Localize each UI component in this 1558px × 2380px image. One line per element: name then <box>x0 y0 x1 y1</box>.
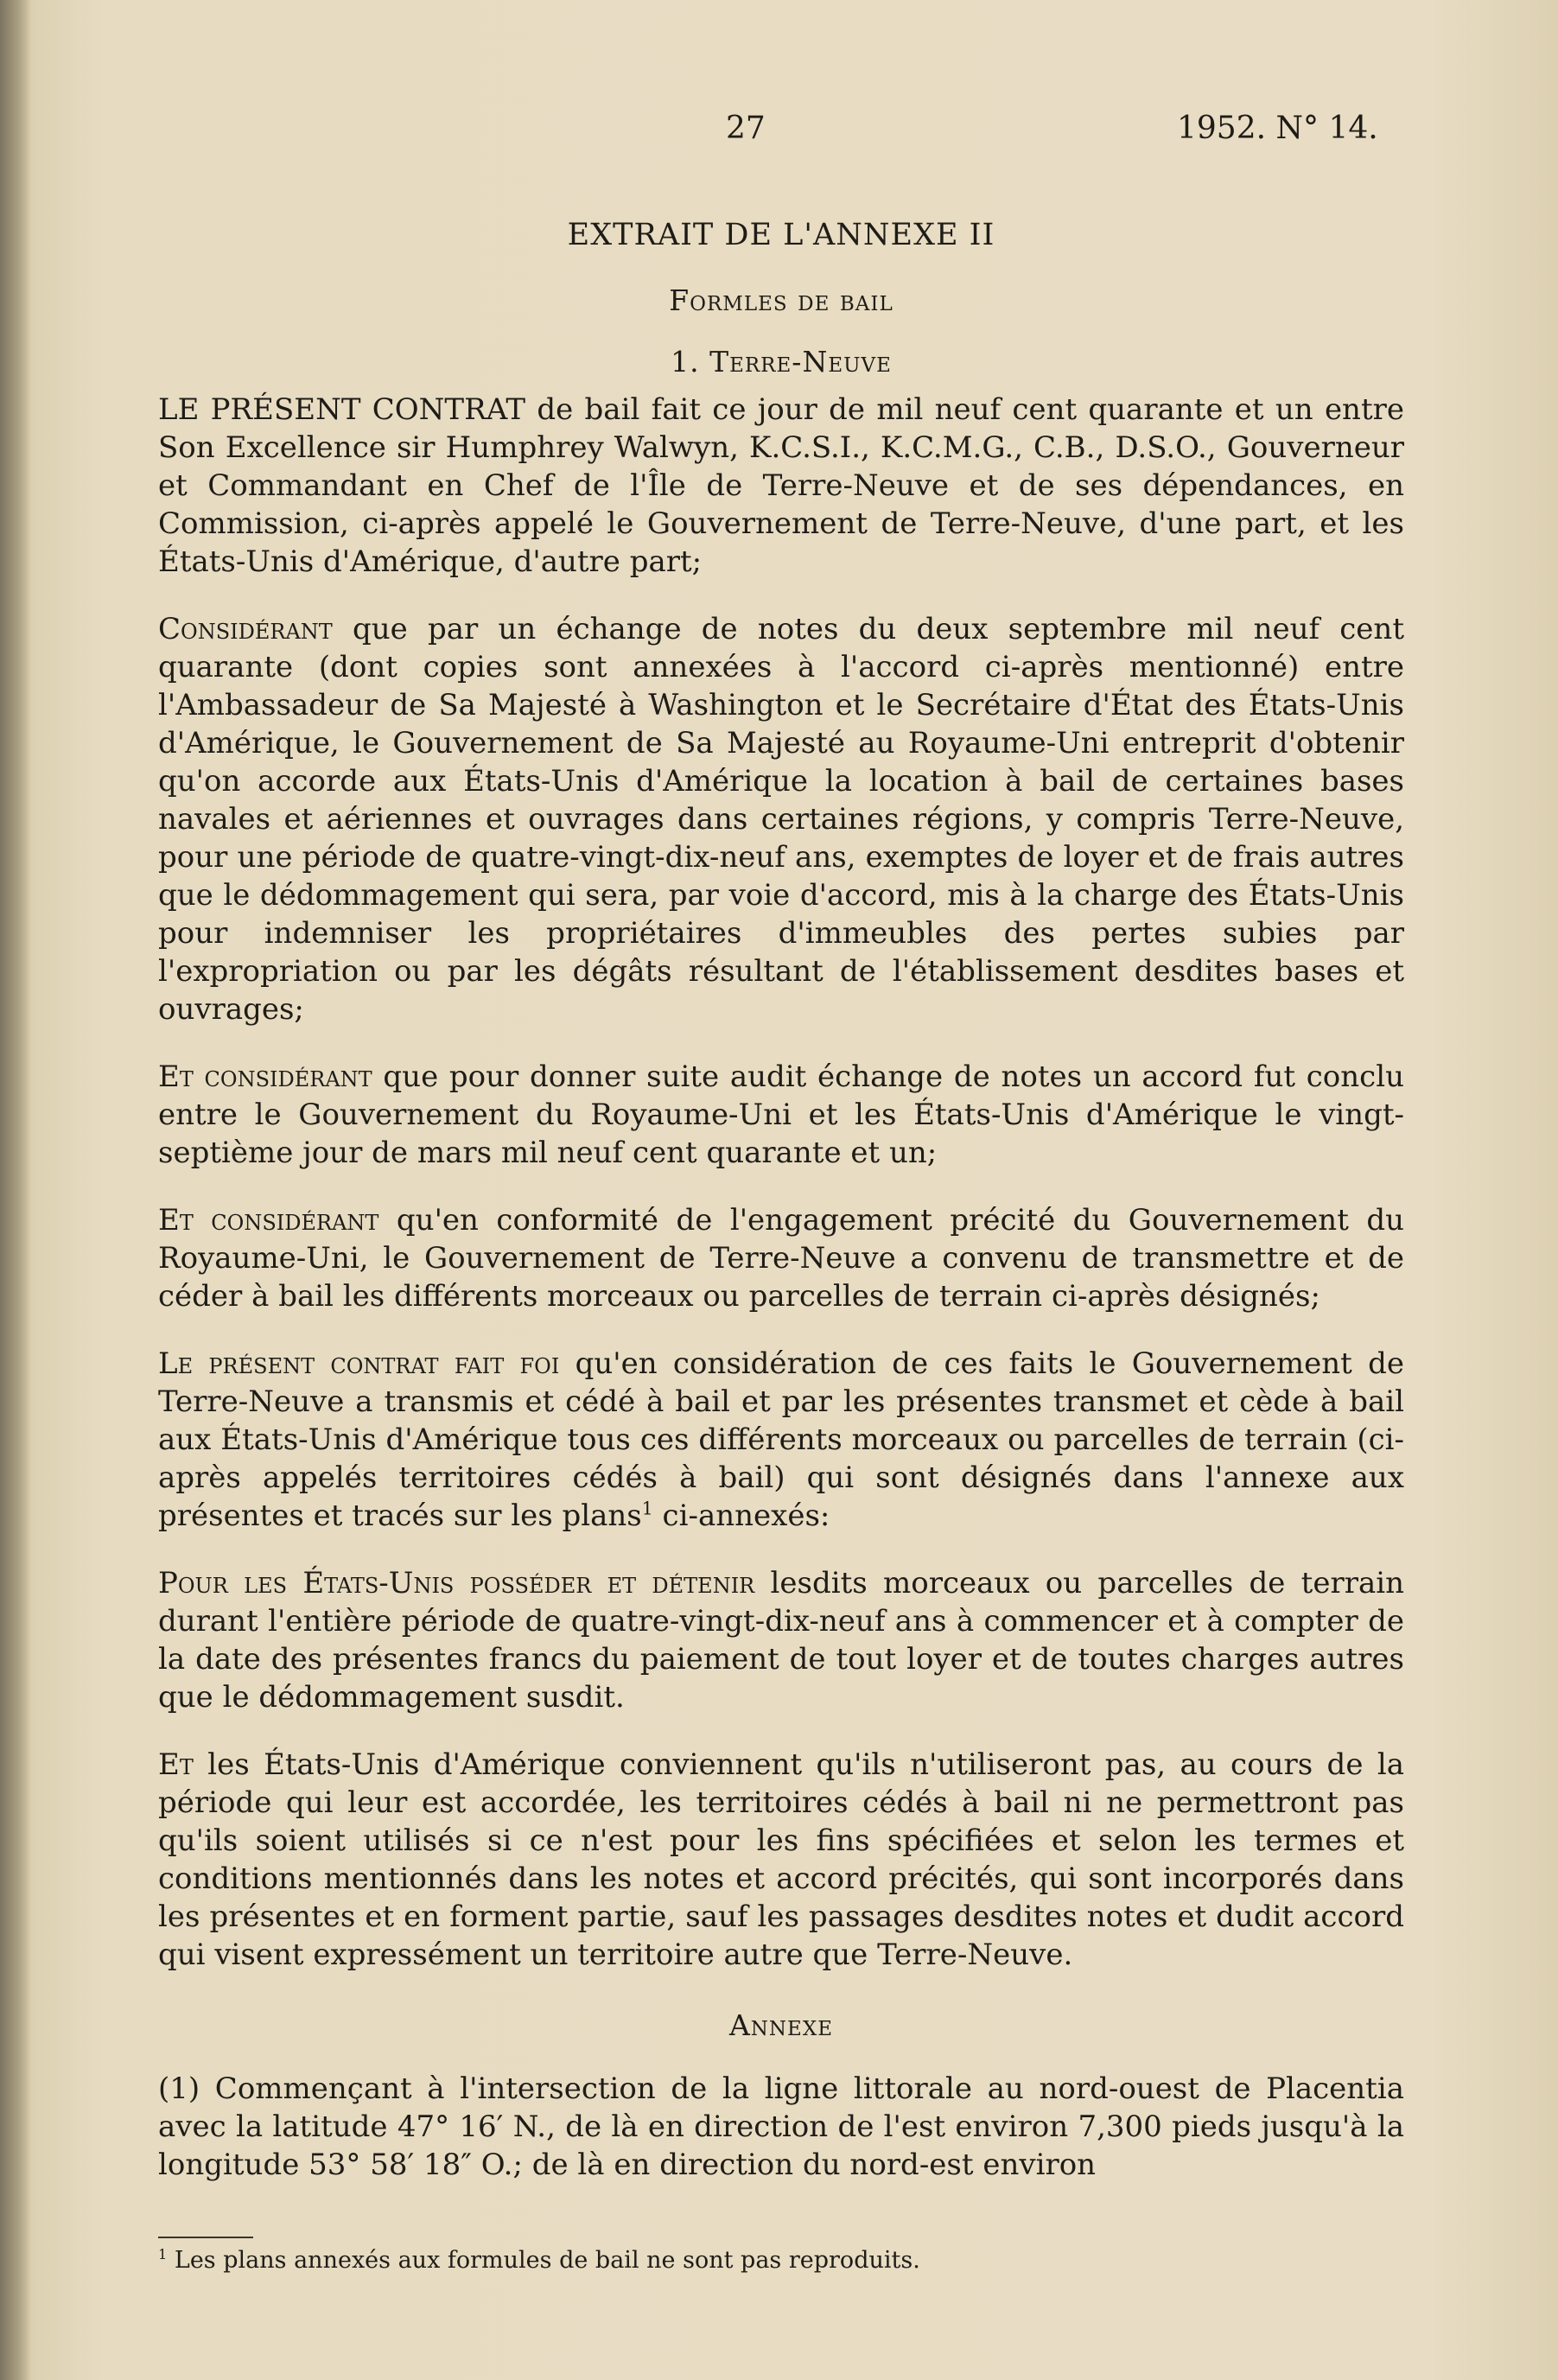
page-content <box>158 218 1404 2213</box>
paragraph-text: de bail fait ce jour de mil neuf cent quarante et un entre Son Excellence sir Humphrey Walwyn, K.C.S.I., K.C.M.G., C.B., D.S.O., Gouverneur et Commandant en Chef de l'Île de Terre-Neuve et de ses dépendances, en Commission, ci-après appelé le Gouvernement de Terre-Neuve, d'une part, et les États-Unis d'Amérique, d'autre part; <box>158 392 1404 579</box>
paragraph-possession <box>158 1564 1404 1716</box>
paragraph-text: lesdits morceaux ou parcelles de terrain durant l'entière période de quatre-vingt-dix-neuf ans à commencer et à compter de la date des présentes francs du paiement de tout loyer et de toutes charges autres que le dédommagement susdit. <box>158 1566 1404 1715</box>
paragraph-considering-2 <box>158 1058 1404 1172</box>
paragraph-lead: Le présent contrat fait foi <box>158 1346 560 1381</box>
paragraph-contract <box>158 1345 1404 1535</box>
footnote <box>158 2245 1404 2276</box>
paragraph-preamble <box>158 391 1404 581</box>
footnote-rule <box>158 2237 253 2238</box>
paragraph-lead: Considérant <box>158 612 333 646</box>
section-heading: 1. Terre-Neuve <box>671 345 892 379</box>
page-number: 27 <box>726 111 766 146</box>
footnote-reference: 1 <box>641 1498 653 1519</box>
annexe-heading: Annexe <box>728 2008 834 2042</box>
paragraph-text: que pour donner suite audit échange de notes un accord fut conclu entre le Gouvernement du Royaume-Uni et les États-Unis d'Amérique le vingt-septième jour de mars mil neuf cent quarante et un; <box>158 1060 1404 1170</box>
paragraph-considering-3 <box>158 1201 1404 1315</box>
document-subtitle: Formles de bail <box>669 283 893 317</box>
book-gutter <box>0 0 31 2380</box>
paragraph-use <box>158 1746 1404 1974</box>
paragraph-considering-1 <box>158 610 1404 1028</box>
annexe-item-1: (1) Commençant à l'intersection de la ligne littorale au nord-ouest de Placentia avec la latitude 47° 16′ N., de là en direction de l'est environ 7,300 pieds jusqu'à la longitude 53° 58′ 18″ O.; de là en direction du nord-est environ <box>158 2071 1404 2182</box>
paragraph-lead: Et considérant <box>158 1203 379 1238</box>
paragraph-text: que par un échange de notes du deux septembre mil neuf cent quarante (dont copies sont annexées à l'accord ci-après mentionné) entre l'Ambassadeur de Sa Majesté à Washington et le Secrétaire d'État des États-Unis d'Amérique, le Gouvernement de Sa Majesté au Royaume-Uni entreprit d'obtenir qu'on accorde aux États-Unis d'Amérique la location à bail de certaines bases navales et aériennes et ouvrages dans certaines régions, y compris Terre-Neuve, pour une période de quatre-vingt-dix-neuf ans, exemptes de loyer et de frais autres que le dédommagement qui sera, par voie d'accord, mis à la charge des États-Unis pour indemniser les propriétaires d'immeubles des pertes subies par l'expropriation ou par les dégâts résultant de l'établissement desdites bases et ouvrages; <box>158 612 1404 1027</box>
document-title: EXTRAIT DE L'ANNEXE II <box>567 218 995 252</box>
paragraph-lead: Et considérant <box>158 1060 372 1094</box>
paragraph-text-after: ci-annexés: <box>652 1499 830 1533</box>
paragraph-text: les États-Unis d'Amérique conviennent qu'ils n'utiliseront pas, au cours de la période qui leur est accordée, les territoires cédés à bail ni ne permettront pas qu'ils soient utilisés si ce n'est pour les fins spécifiées et selon les termes et conditions mentionnés dans les notes et accord précités, qui sont incorporés dans les présentes et en forment partie, sauf les passages desdites notes et dudit accord qui visent expressément un territoire autre que Terre-Neuve. <box>158 1747 1404 1972</box>
footnote-marker: 1 <box>158 2246 168 2262</box>
document-reference: 1952. N° 14. <box>1177 111 1378 146</box>
paragraph-lead: LE PRÉSENT CONTRAT <box>158 392 526 427</box>
paragraph-lead: Et <box>158 1747 194 1782</box>
paragraph-text: qu'en considération de ces faits le Gouvernement de Terre-Neuve a transmis et cédé à bail et par les présentes transmet et cède à bail aux États-Unis d'Amérique tous ces différents morceaux ou parcelles de terrain (ci-après appelés territoires cédés à bail) qui sont désignés dans l'annexe aux présentes et tracés sur les plans <box>158 1346 1404 1533</box>
footnote-text: Les plans annexés aux formules de bail ne sont pas reproduits. <box>167 2247 920 2274</box>
paragraph-lead: Pour les États-Unis posséder et détenir <box>158 1566 755 1600</box>
page-header <box>0 111 1558 162</box>
paragraph-text: qu'en conformité de l'engagement précité du Gouvernement du Royaume-Uni, le Gouvernement de Terre-Neuve a convenu de transmettre et de céder à bail les différents morceaux ou parcelles de terrain ci-après désignés; <box>158 1203 1404 1314</box>
